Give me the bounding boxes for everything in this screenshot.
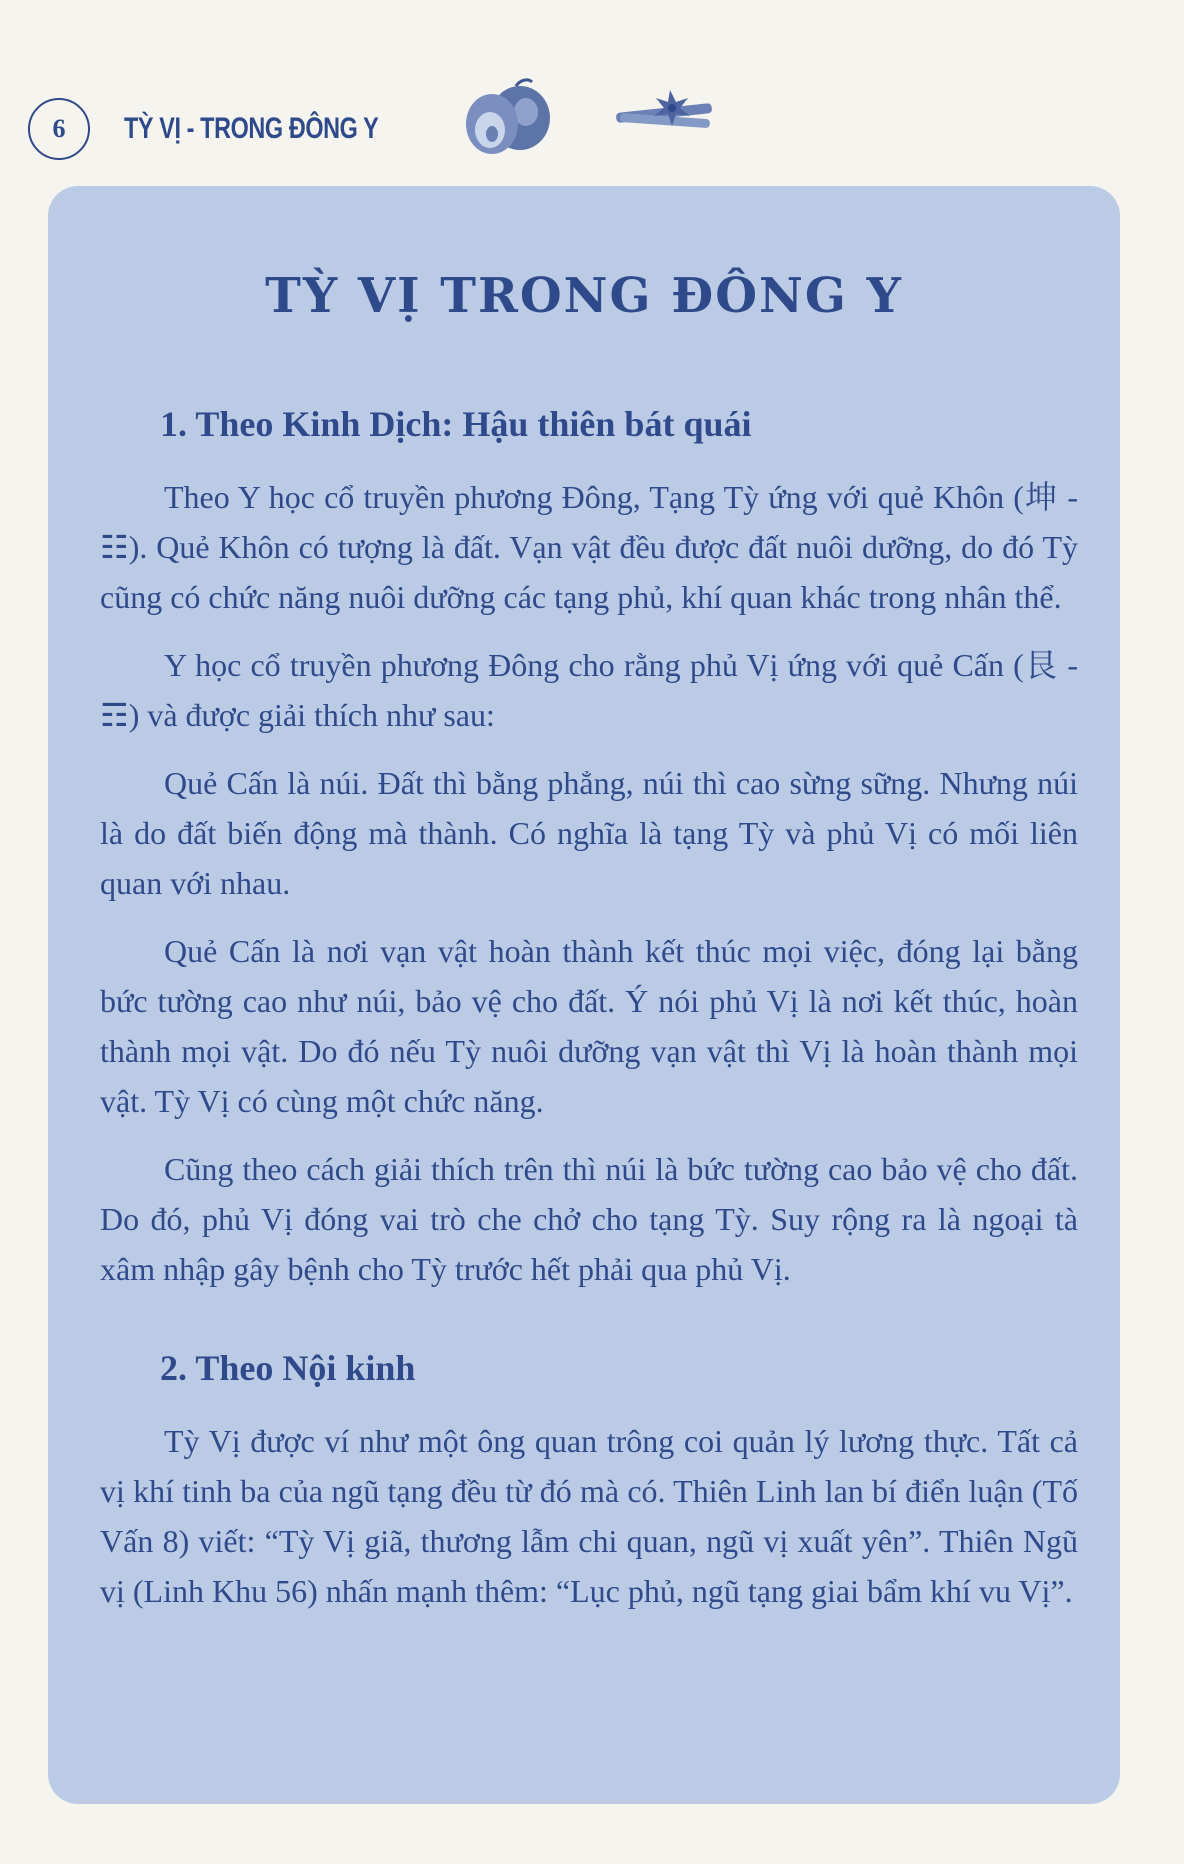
running-title: TỲ VỊ - TRONG ĐÔNG Y [124, 112, 379, 145]
section-2 [100, 1342, 1078, 1616]
spice-illustration [614, 84, 724, 144]
section-heading: 1. Theo Kinh Dịch: Hậu thiên bát quái [160, 404, 752, 444]
paragraph: Theo Y học cổ truyền phương Đông, Tạng Tỳ ứng với quẻ Khôn (坤 - ☷). Quẻ Khôn có tượng là đất. Vạn vật đều được đất nuôi dưỡng, do đó Tỳ cũng có chức năng nuôi dưỡng các tạng phủ, khí quan khác trong nhân thể. [100, 479, 1078, 615]
paragraph: Tỳ Vị được ví như một ông quan trông coi quản lý lương thực. Tất cả vị khí tinh ba của ngũ tạng đều từ đó mà có. Thiên Linh lan bí điển luận (Tố Vấn 8) viết: “Tỳ Vị giã, thương lẫm chi quan, ngũ vị xuất yên”. Thiên Ngũ vị (Linh Khu 56) nhấn mạnh thêm: “Lục phủ, ngũ tạng giai bẩm khí vu Vị”. [100, 1423, 1078, 1609]
page-number: 6 [28, 98, 90, 160]
page-header [0, 0, 1184, 180]
section-heading: 2. Theo Nội kinh [160, 1348, 416, 1388]
paragraph: Quẻ Cấn là nơi vạn vật hoàn thành kết thúc mọi việc, đóng lại bằng bức tường cao như núi, bảo vệ cho đất. Ý nói phủ Vị là nơi kết thúc, hoàn thành mọi vật. Do đó nếu Tỳ nuôi dưỡng vạn vật thì Vị là hoàn thành mọi vật. Tỳ Vị có cùng một chức năng. [100, 933, 1078, 1119]
paragraph: Y học cổ truyền phương Đông cho rằng phủ Vị ứng với quẻ Cấn (艮 - ☶) và được giải thích như sau: [100, 647, 1078, 733]
section-1 [100, 398, 1078, 1294]
paragraph: Quẻ Cấn là núi. Đất thì bằng phẳng, núi thì cao sừng sững. Nhưng núi là do đất biến động mà thành. Có nghĩa là tạng Tỳ và phủ Vị có mối liên quan với nhau. [100, 765, 1078, 901]
article-body [100, 398, 1078, 1634]
fig-fruit-illustration [456, 78, 560, 162]
paragraph: Cũng theo cách giải thích trên thì núi là bức tường cao bảo vệ cho đất. Do đó, phủ Vị đóng vai trò che chở cho tạng Tỳ. Suy rộng ra là ngoại tà xâm nhập gây bệnh cho Tỳ trước hết phải qua phủ Vị. [100, 1151, 1078, 1287]
article-title: TỲ VỊ TRONG ĐÔNG Y [265, 268, 903, 324]
